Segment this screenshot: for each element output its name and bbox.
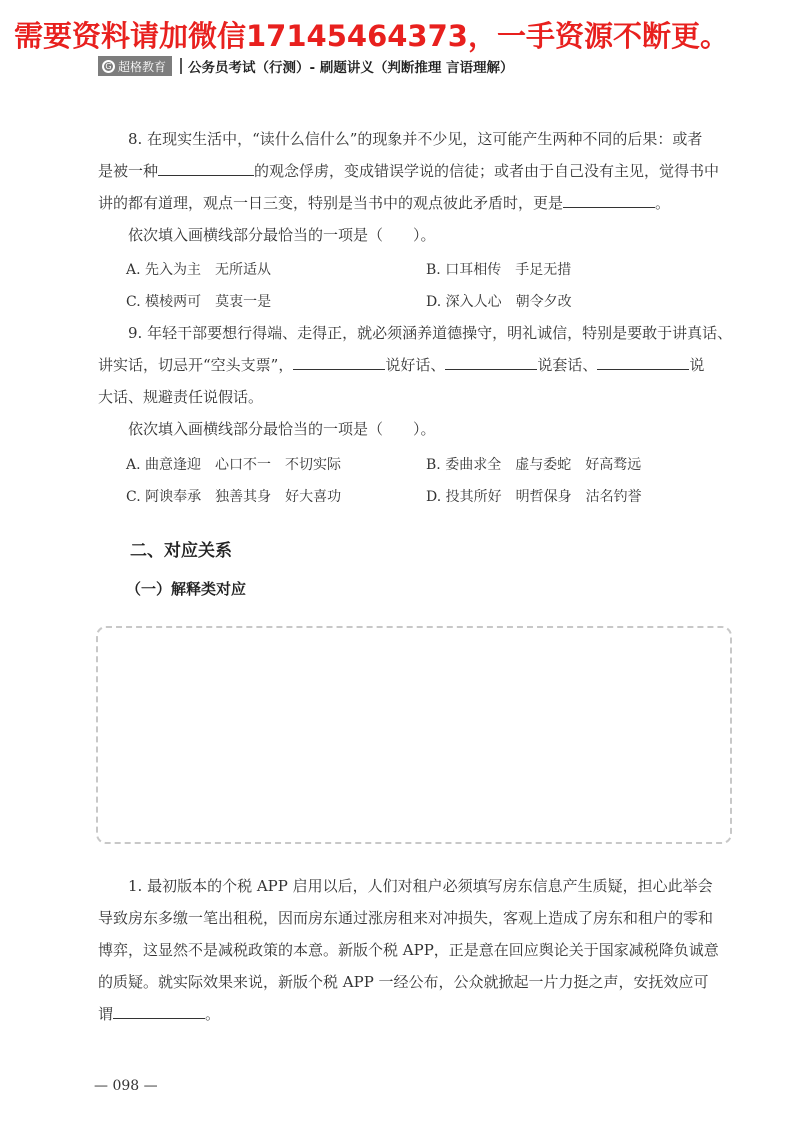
question-8: 8. 在现实生活中，“读什么信什么”的现象并不少见，这可能产生两种不同的后果：或者 是被一种 的观念俘虏，变成错误学说的信徒；或者由于自己没有主见，觉得书中 讲的都有道理，观点一日三变，特别是当书中的观点彼此矛盾时，更是 。 依次填入画横线部分最恰当的一项是（ ）。 (98, 123, 738, 251)
question-text: 1. 最初版本的个税 APP 启用以后，人们对租户必须填写房东信息产生质疑，担心此举会 (128, 877, 713, 895)
option-b[interactable]: B. 委曲求全 虚与委蛇 好高骛远 (426, 457, 642, 473)
answer-blank (158, 160, 254, 176)
question-prompt: 依次填入画横线部分最恰当的一项是（ ）。 (128, 226, 436, 244)
watermark-banner: 需要资料请加微信17145464373，一手资源不断更。 (14, 19, 729, 53)
answer-blank (113, 1003, 205, 1019)
option-a[interactable]: A. 先入为主 无所适从 (126, 262, 272, 278)
option-c[interactable]: C. 模棱两可 莫衷一是 (126, 294, 272, 310)
option-b[interactable]: B. 口耳相传 手足无措 (426, 262, 572, 278)
logo-text: 超格教育 (118, 59, 167, 74)
option-a[interactable]: A. 曲意逢迎 心口不一 不切实际 (126, 457, 342, 473)
logo-icon: G (102, 60, 115, 73)
option-d[interactable]: D. 投其所好 明哲保身 沽名钓誉 (426, 489, 642, 505)
answer-blank (293, 354, 385, 370)
header-divider (180, 58, 182, 74)
option-c[interactable]: C. 阿谀奉承 独善其身 好大喜功 (126, 489, 342, 505)
question-prompt: 依次填入画横线部分最恰当的一项是（ ）。 (128, 420, 436, 438)
page-header (98, 56, 514, 76)
section-title: 二、对应关系 (130, 541, 232, 561)
header-title: 公务员考试（行测）- 刷题讲义（判断推理 言语理解） (188, 60, 514, 76)
question-text: 8. 在现实生活中，“读什么信什么”的现象并不少见，这可能产生两种不同的后果：或者 (128, 130, 703, 148)
notes-box (96, 626, 732, 844)
options-9 (126, 448, 726, 512)
answer-blank (445, 354, 537, 370)
question-9: 9. 年轻干部要想行得端、走得正，就必须涵养道德操守，明礼诚信，特别是要敢于讲真话、 讲实话，切忌开“空头支票”， 说好话、 说套话、 说 大话、规避责任说假话。 依次填入画横线部分最恰当的一项是（ ）。 (98, 317, 738, 445)
options-8 (126, 253, 726, 317)
question-1: 1. 最初版本的个税 APP 启用以后，人们对租户必须填写房东信息产生质疑，担心此举会 导致房东多缴一笔出租税，因而房东通过涨房租来对冲损失，客观上造成了房东和租户的零和 博弈，这显然不是减税政策的本意。新版个税 APP，正是意在回应舆论关于国家减税降负诚意 的质疑。就实际效果来说，新版个税 APP 一经公布，公众就掀起一片力挺之声，安抚效应可 谓 。 (98, 870, 738, 1030)
subsection-title: （一）解释类对应 (126, 580, 247, 598)
answer-blank (563, 192, 655, 208)
brand-logo (98, 56, 172, 76)
question-text: 9. 年轻干部要想行得端、走得正，就必须涵养道德操守，明礼诚信，特别是要敢于讲真话、 (128, 324, 733, 342)
page-number: — 098 — (94, 1078, 158, 1094)
answer-blank (597, 354, 689, 370)
option-d[interactable]: D. 深入人心 朝令夕改 (426, 294, 572, 310)
